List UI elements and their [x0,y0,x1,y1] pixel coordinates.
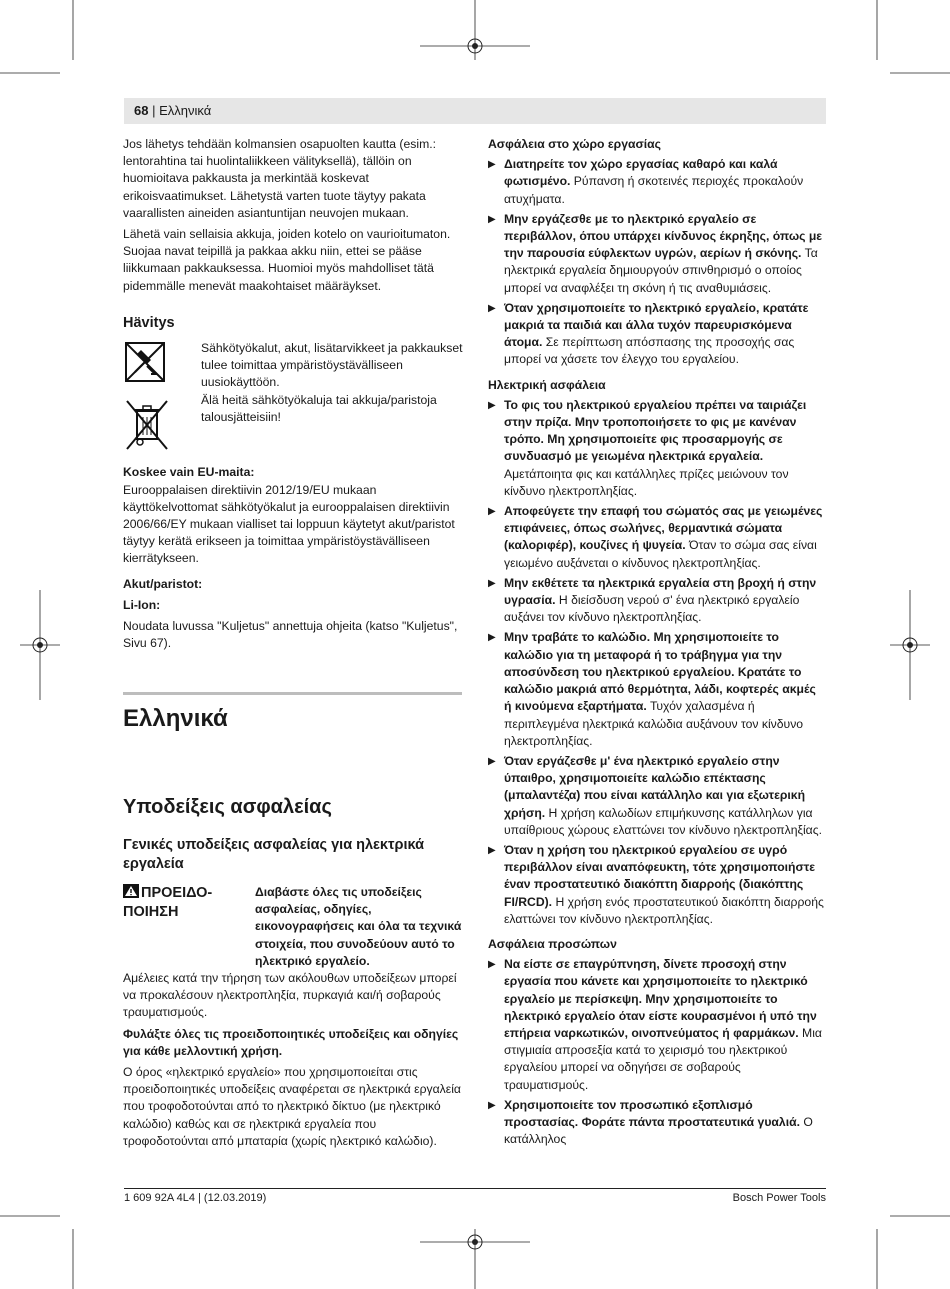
bullet-text [504,503,826,572]
warning-block [123,884,463,970]
bullet-text [504,300,826,369]
electrical-list [488,397,826,928]
safety-bullet [488,956,826,1094]
liion-text: Noudata luvussa "Kuljetus" annettuja ohjeita (katso "Kuljetus", Sivu 67). [123,619,458,651]
term-definition: Ο όρος «ηλεκτρικό εργαλείο» που χρησιμοποιείται στις προειδοποιητικές υποδείξεις αναφέρεται σε ηλεκτρικά εργαλεία που τροφοδοτούνται από το ηλεκτρικό δίκτυο (με ηλεκτρικό καλώδιο) καθώς και σε ηλεκτρικά εργαλεία που τροφοδοτούνται από μπαταρία (χωρίς ηλεκτρικό καλώδιο). [123,1065,461,1148]
safety-bullet [488,629,826,749]
bullet-bold-text: Το φις του ηλεκτρικού εργαλείου πρέπει να ταιριάζει στην πρίζα. Μην τροποποιήσετε το φις με κανέναν τρόπο. Μη χρησιμοποιείτε φις προσαρμογής σε συνδυασμό με γειωμένα ηλεκτρικά εργαλεία. [504,397,807,464]
safety-bullet [488,300,826,369]
disposal-block [123,340,463,456]
bullet-regular-text: Όταν το σώμα σας είναι γειωμένο αυξάνεται ο κίνδυνος ηλεκτροπληξίας. [504,538,817,570]
header-bar [124,98,826,124]
bullet-regular-text: Ο κατάλληλος [504,1114,813,1147]
page-header [134,103,211,118]
liion-heading: Li-Ion: [123,597,161,612]
bullet-text [504,629,826,749]
bullet-bold-text: Διατηρείτε τον χώρο εργασίας καθαρό και καλά φωτισμένο. [504,157,778,189]
footer-rule [124,1188,826,1189]
bullet-arrow-icon: ▶ [488,506,496,518]
bullet-arrow-icon: ▶ [488,844,496,856]
bullet-regular-text: Η χρήση ενός προστατευτικού διακόπτη διαρροής ελαττώνει τον κίνδυνο ηλεκτροπληξίας. [504,894,824,926]
bullet-bold-text: Χρησιμοποιείτε τον προσωπικό εξοπλισμό προστασίας. Φοράτε πάντα προστατευτικά γυαλιά. [504,1097,800,1129]
bullet-bold-text: Όταν χρησιμοποιείτε το ηλεκτρικό εργαλείο, κρατάτε μακριά τα παιδιά και άλλα τυχόν παρευρισκόμενα άτομα. [504,300,809,350]
header-language: Ελληνικά [159,103,212,118]
page-number: 68 [134,103,149,118]
safety-bullet [488,156,826,208]
safety-bullet [488,575,826,627]
footer-doc-id: 1 609 92A 4L4 | (12.03.2019) [124,1192,267,1204]
eu-text: Eurooppalaisen direktiivin 2012/19/EU mukaan käyttökelvottomat sähkötyökalut ja eurooppalaisen direktiivin 2006/66/EY mukaan vialliset tai loppuun käytetyt akut/paristot täytyy kerätä erikseen ja toimittaa ympäristöystävälliseen kierrätykseen. [123,482,455,566]
safety-bullet [488,753,826,839]
bullet-text [504,753,826,839]
disposal-heading: Hävitys [123,314,175,331]
bullet-arrow-icon: ▶ [488,302,496,314]
bullet-regular-text: Η διείσδυση νερού σ' ένα ηλεκτρικό εργαλείο αυξάνει τον κίνδυνο ηλεκτροπληξίας. [504,593,800,625]
shipping-paragraph: Jos lähetys tehdään kolmansien osapuolten kautta (esim.: lentorahtina tai huolintaliikkeen välityksellä), tällöin on huomioitava pakkausta ja merkintää koskevat erikoisvaatimukset. Lähetystä varten tuote täytyy pakata vaarallisten aineiden asiantuntijan neuvojen mukaan. [123,137,436,220]
keep-instructions: Φυλάξτε όλες τις προειδοποιητικές υποδείξεις και οδηγίες για κάθε μελλοντική χρήση. [123,1026,459,1058]
bullet-text [504,956,826,1094]
bullet-regular-text: Μια στιγμιαία απροσεξία κατά το χειρισμό του ηλεκτρικού εργαλείου μπορεί να οδηγήσει σε σοβαρούς τραυματισμούς. [504,1025,822,1092]
warning-label [123,884,255,970]
bullet-arrow-icon: ▶ [488,755,496,767]
bullet-bold-text: Μην εργάζεσθε με το ηλεκτρικό εργαλείο σε περιβάλλον, όπου υπάρχει κίνδυνος έκρηξης, όπως με την παρουσία εύφλεκτων υγρών, αερίων ή σκόνης. [504,211,823,261]
bullet-text [504,397,826,500]
safety-bullet [488,1097,826,1149]
safety-bullet [488,211,826,297]
no-toolbox-recycling-icon [123,340,167,384]
bullet-arrow-icon: ▶ [488,959,496,971]
bullet-bold-text: Μην εκθέτετε τα ηλεκτρικά εργαλεία στη βροχή ή στην υγρασία. [504,575,817,608]
bullet-bold-text: Να είστε σε επαγρύπνηση, δίνετε προσοχή στην εργασία που κάνετε και χρησιμοποιείτε το ηλεκτρικό εργαλείο με περίσκεψη. Μην χρησιμοποιείτε το ηλεκτρικό εργαλείο όταν είστε κουρασμένοι ή υπό την επήρεια ναρκωτικών, οινοπνεύματος ή φαρμάκων. [504,957,817,1040]
bullet-text [504,211,826,297]
bullet-bold-text: Μην τραβάτε το καλώδιο. Μη χρησιμοποιείτε το καλώδιο για τη μεταφορά ή το τράβηγμα για την αποσύνδεση του ηλεκτρικού εργαλείου. Κρατάτε το καλώδιο μακριά από θερμότητα, λάδι, κοφτερές ακμές ή κινούμενα εξαρτήματα. [504,630,816,714]
battery-paragraph: Lähetä vain sellaisia akkuja, joiden kotelo on vaurioitumaton. Suojaa navat teipillä ja pakkaa akku niin, ettei se pääse liikkumaan pakkauksessa. Huomioi myös mahdolliset tätä pidemmälle menevät maakohtaiset määräykset. [123,227,451,293]
bullet-regular-text: Τα ηλεκτρικά εργαλεία δημιουργούν σπινθηρισμό ο οποίος μπορεί να αναφλέξει τη σκόνη ή τις αναθυμιάσεις. [504,246,818,295]
warning-label-text: ΠΡΟΕΙΔΟ-ΠΟΙΗΣΗ [123,885,213,920]
section-rule [123,692,462,695]
safety-bullet [488,397,826,500]
safety-bullet [488,503,826,572]
warning-text: Αμέλειες κατά την τήρηση των ακόλουθων υποδείξεων μπορεί να προκαλέσουν ηλεκτροπληξία, πυρκαγιά και/ή σοβαρούς τραυματισμούς. [123,971,457,1020]
right-column [488,136,826,1148]
safety-title: Υποδείξεις ασφαλείας [123,796,332,818]
bullet-regular-text: Αμετάποιητα φις και κατάλληλες πρίζες μειώνουν τον κίνδυνο ηλεκτροπληξίας. [504,466,789,498]
warning-bold-text: Διαβάστε όλες τις υποδείξεις ασφαλείας, οδηγίες, εικονογραφήσεις και όλα τα τεχνικά στοιχεία, που συνοδεύουν αυτό το ηλεκτρικό εργαλείο. [255,885,462,968]
general-safety-title: Γενικές υποδείξεις ασφαλείας για ηλεκτρικά εργαλεία [123,837,425,872]
bullet-bold-text: Όταν εργάζεσθε μ' ένα ηλεκτρικό εργαλείο στην ύπαιθρο, χρησιμοποιείτε καλώδιο επέκτασης (μπαλαντέζα) που είναι κατάλληλο και για εξωτερική χρήση. [504,753,806,820]
footer-brand: Bosch Power Tools [732,1192,826,1204]
work-area-list [488,156,826,368]
bullet-arrow-icon: ▶ [488,632,496,644]
bullet-text [504,1097,826,1149]
bullet-text [504,156,826,208]
bullet-arrow-icon: ▶ [488,213,496,225]
bullet-arrow-icon: ▶ [488,577,496,589]
bullet-regular-text: Η χρήση καλωδίων επιμήκυνσης κατάλληλων για υπαίθριους χώρους ελαττώνει τον κίνδυνο ηλεκτροπληξίας. [504,805,822,837]
eu-heading: Koskee vain EU-maita: [123,465,255,480]
disposal-text-1: Sähkötyökalut, akut, lisätarvikkeet ja pakkaukset tulee toimittaa ympäristöystävälliseen uusiokäyttöön. [201,341,463,390]
bullet-arrow-icon: ▶ [488,159,496,171]
bullet-text [504,575,826,627]
bullet-bold-text: Αποφεύγετε την επαφή του σώματός σας με γειωμένες επιφάνειες, όπως σωλήνες, θερμαντικά σώματα (καλοριφέρ), κουζίνες ή ψυγεία. [504,504,823,553]
bullet-arrow-icon: ▶ [488,1099,496,1111]
language-title: Ελληνικά [123,705,228,732]
left-column [123,136,463,652]
bullet-arrow-icon: ▶ [488,399,496,411]
bullet-regular-text: Ρύπανση ή σκοτεινές περιοχές προκαλούν ατυχήματα. [504,174,804,206]
safety-bullet [488,842,826,928]
crossed-bin-icon [123,399,171,451]
work-area-heading: Ασφάλεια στο χώρο εργασίας [488,137,662,151]
disposal-icons [123,340,201,456]
bullet-text [504,842,826,928]
personal-list [488,956,826,1148]
general-safety-section [123,836,463,1150]
header-separator: | [148,103,160,118]
bullet-bold-text: Όταν η χρήση του ηλεκτρικού εργαλείου σε υγρό περιβάλλον είναι αναπόφευκτη, τότε χρησιμοποιήστε έναν προστατευτικό διακόπτη διαρροής (διακόπτης FI/RCD). [504,842,816,909]
disposal-text-2: Älä heitä sähkötyökaluja tai akkuja/paristoja talousjätteisiin! [201,392,437,424]
bullet-regular-text: Τυχόν χαλασμένα ή περιπλεγμένα ηλεκτρικά καλώδια αυξάνουν τον κίνδυνο ηλεκτροπληξίας. [504,699,804,748]
electrical-heading: Ηλεκτρική ασφάλεια [488,377,606,392]
batteries-heading: Akut/paristot: [123,576,203,591]
warning-triangle-icon [123,884,139,898]
personal-heading: Ασφάλεια προσώπων [488,936,617,951]
bullet-regular-text: Σε περίπτωση απόσπασης της προσοχής σας μπορεί να χάσετε τον έλεγχο του εργαλείου. [504,335,795,367]
